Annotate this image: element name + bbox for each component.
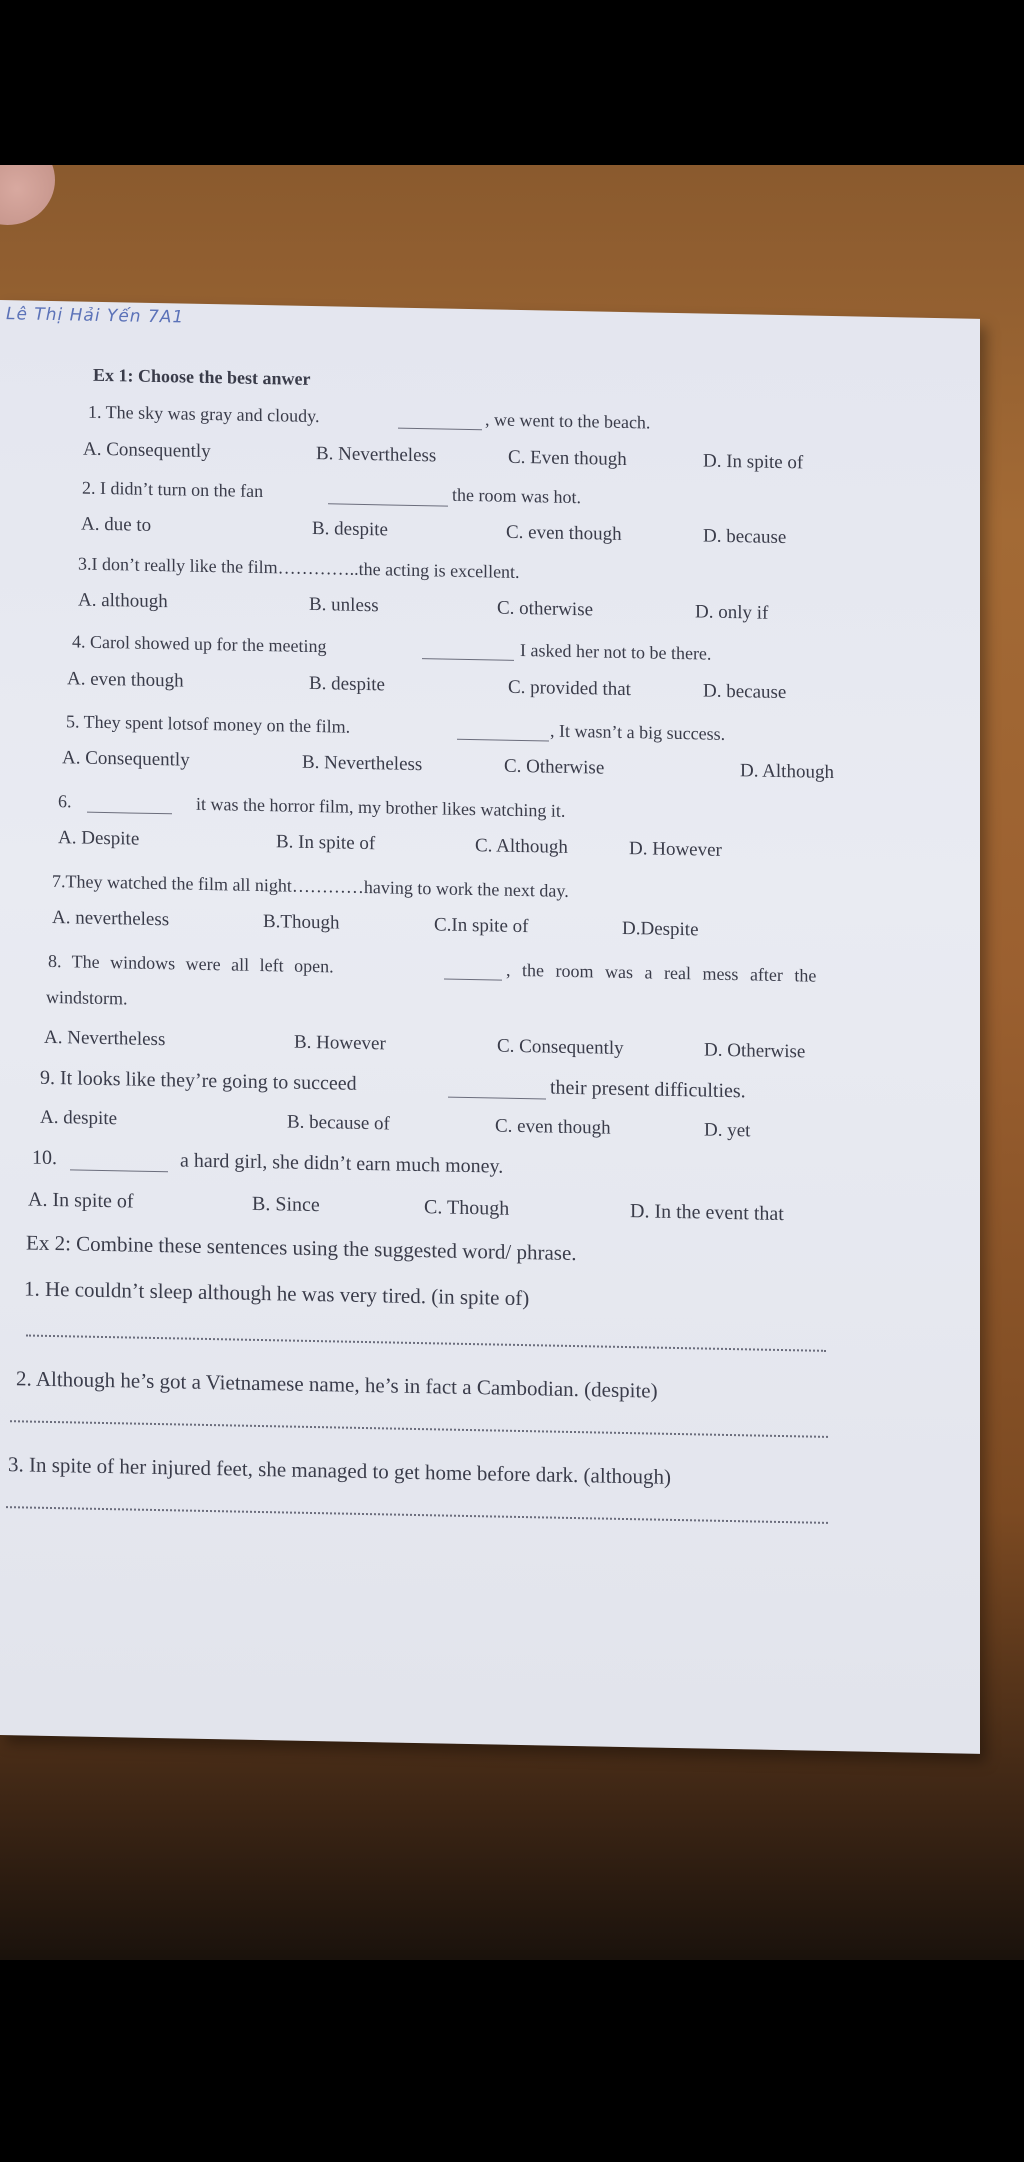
question-6-option-d: D. However [629,838,722,861]
question-3-stem: 3.I don’t really like the film…………..the acting is excellent. [78,553,520,582]
question-1-option-c: C. Even though [508,446,627,471]
question-5-blank [457,739,549,742]
question-9-stem-part-2: their present difficulties. [550,1076,746,1103]
question-9-stem-part-1: 9. It looks like they’re going to succeed [40,1066,357,1095]
question-6-blank [87,812,172,815]
question-6-option-b: B. In spite of [276,831,376,855]
question-8-blank [444,979,502,981]
question-2-option-b: B. despite [312,517,388,541]
question-5-stem-part-1: 5. They spent lotsof money on the film. [66,711,351,737]
question-3-option-d: D. only if [695,601,769,624]
question-10-stem: a hard girl, she didn’t earn much money. [180,1149,504,1178]
exercise-2-question-3: 3. In spite of her injured feet, she managed to get home before dark. (although) [8,1452,672,1489]
question-2-blank [328,503,448,506]
question-7-option-a: A. nevertheless [52,906,170,931]
question-6-number: 6. [58,791,72,812]
question-1-option-a: A. Consequently [83,438,211,463]
exercise-2-question-1: 1. He couldn’t sleep although he was very tired. (in spite of) [24,1276,530,1311]
exercise-2-question-2: 2. Although he’s got a Vietnamese name, he’s in fact a Cambodian. (despite) [16,1366,658,1403]
exercise-2-answer-line-3[interactable] [6,1506,828,1524]
question-3-option-b: B. unless [309,593,379,617]
question-5-option-d: D. Although [740,760,834,784]
question-9-option-b: B. because of [287,1111,390,1135]
question-4-option-c: C. provided that [508,676,631,701]
question-4-option-a: A. even though [67,668,184,692]
question-3-option-c: C. otherwise [497,597,594,621]
question-4-option-b: B. despite [309,672,385,696]
exercise-2-answer-line-2[interactable] [10,1420,828,1438]
question-2-stem-part-1: 2. I didn’t turn on the fan [82,477,264,502]
question-10-blank [70,1169,168,1172]
question-4-blank [422,658,514,661]
question-7-option-b: B.Though [263,911,340,934]
photo-of-worksheet [0,165,1024,1960]
question-3-option-a: A. although [78,589,168,613]
question-5-option-a: A. Consequently [62,747,190,771]
question-8-stem-part-2: , the room was a real mess after the [506,959,817,986]
question-8-option-d: D. Otherwise [704,1039,806,1063]
question-1-blank [398,428,482,431]
question-6-option-c: C. Although [475,835,568,858]
question-5-option-c: C. Otherwise [504,755,605,779]
question-2-option-c: C. even though [506,521,622,545]
question-6-option-a: A. Despite [58,827,140,850]
question-2-option-d: D. because [703,525,787,549]
finger-in-photo [0,165,55,225]
question-5-option-b: B. Nevertheless [302,751,423,776]
question-7-stem: 7.They watched the film all night…………having to work the next day. [52,870,569,901]
question-7-option-c: C.In spite of [434,914,529,938]
question-9-option-d: D. yet [704,1119,751,1142]
question-10-option-b: B. Since [252,1192,320,1217]
question-1-option-b: B. Nevertheless [316,443,437,467]
question-8-option-c: C. Consequently [497,1035,624,1059]
exercise-1-title: Ex 1: Choose the best anwer [93,364,311,389]
question-1-stem-part-1: 1. The sky was gray and cloudy. [88,401,320,427]
question-9-blank [448,1097,546,1100]
question-4-stem-part-2: I asked her not to be there. [520,639,712,664]
top-black-bar [0,0,1024,165]
question-8-stem-part-3: windstorm. [46,986,128,1009]
question-1-option-d: D. In spite of [703,450,804,474]
question-9-option-a: A. despite [40,1106,118,1130]
question-10-number: 10. [32,1146,57,1170]
question-4-option-d: D. because [703,680,787,704]
question-8-stem-part-1: 8. The windows were all left open. [48,950,334,977]
question-10-option-d: D. In the event that [630,1200,784,1226]
question-7-option-d: D.Despite [622,917,699,941]
question-10-option-c: C. Though [424,1196,510,1220]
exercise-2-title: Ex 2: Combine these sentences using the suggested word/ phrase. [26,1230,577,1266]
worksheet-paper [0,300,980,1754]
exercise-2-answer-line-1[interactable] [26,1334,826,1351]
question-8-option-b: B. However [294,1031,386,1055]
question-2-stem-part-2: the room was hot. [452,484,581,508]
bottom-black-bar [0,1960,1024,2162]
question-8-option-a: A. Nevertheless [44,1026,166,1051]
question-2-option-a: A. due to [81,513,152,536]
question-1-stem-part-2: , we went to the beach. [485,409,651,433]
question-9-option-c: C. even though [495,1115,611,1139]
handwritten-student-name: Lê Thị Hải Yến 7A1 [6,304,185,328]
question-4-stem-part-1: 4. Carol showed up for the meeting [72,631,327,657]
question-5-stem-part-2: , It wasn’t a big success. [550,720,726,744]
question-6-stem: it was the horror film, my brother likes watching it. [196,793,566,821]
question-10-option-a: A. In spite of [28,1188,134,1213]
